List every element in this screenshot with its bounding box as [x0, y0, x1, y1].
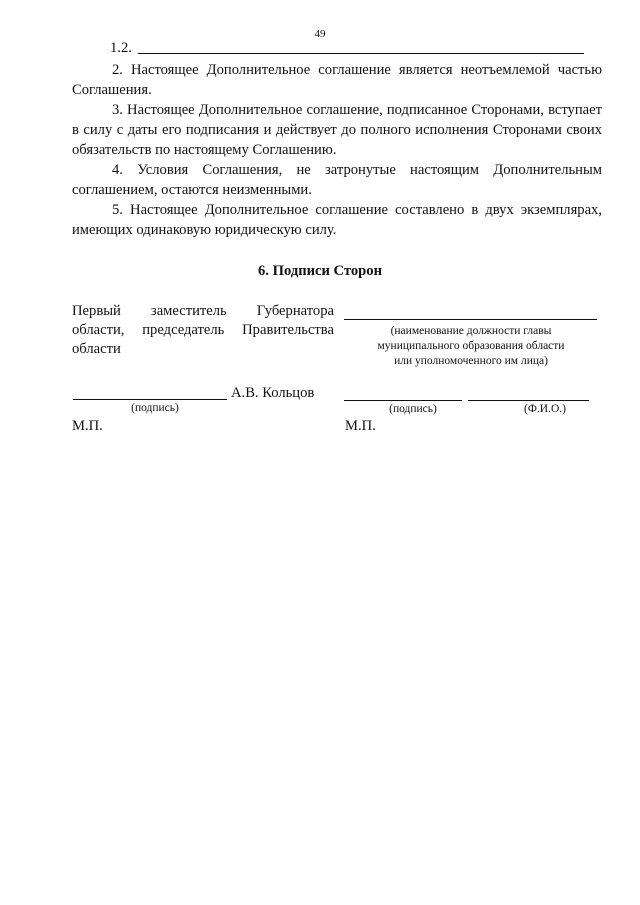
right-name-line	[468, 400, 589, 401]
section-title: 6. Подписи Сторон	[258, 263, 382, 279]
agreement-terms	[72, 60, 602, 240]
paragraph-2: 2. Настоящее Дополнительное соглашение является неотъемлемой частью Соглашения.	[72, 62, 602, 98]
left-party-position	[72, 302, 334, 359]
paragraph-5: 5. Настоящее Дополнительное соглашение составлено в двух экземплярах, имеющих одинаковую юридическую силу.	[72, 202, 602, 238]
left-party-line-3: области	[72, 341, 121, 357]
right-signature-caption: (подпись)	[389, 403, 437, 415]
left-stamp-label: М.П.	[72, 418, 103, 434]
right-position-caption-2: муниципального образования области	[377, 340, 565, 352]
paragraph-4: 4. Условия Соглашения, не затронутые настоящим Дополнительным соглашением, остаются неизменными.	[72, 162, 602, 198]
left-party-line-1: Первый заместитель Губернатора	[72, 303, 334, 319]
right-stamp-label: М.П.	[345, 418, 376, 434]
paragraph-3: 3. Настоящее Дополнительное соглашение, подписанное Сторонами, вступает в силу с даты его подписания и действует до полного исполнения Сторонами своих обязательств по настоящему Соглашению.	[72, 102, 602, 158]
right-position-line	[344, 319, 597, 320]
left-signature-caption: (подпись)	[131, 402, 179, 414]
left-party-line-2: области, председатель Правительства	[72, 322, 334, 338]
item-1-2-label: 1.2.	[110, 40, 132, 56]
left-signatory-name: А.В. Кольцов	[231, 385, 315, 401]
right-signature-line	[344, 400, 462, 401]
right-name-caption: (Ф.И.О.)	[524, 403, 566, 415]
page-number: 49	[314, 28, 326, 40]
right-position-caption-1: (наименование должности главы	[390, 325, 552, 337]
left-signature-line	[73, 399, 227, 400]
right-position-caption	[338, 324, 604, 369]
item-1-2	[110, 40, 132, 56]
right-position-caption-3: или уполномоченного им лица)	[394, 355, 548, 367]
item-1-2-blank-line	[138, 53, 584, 54]
